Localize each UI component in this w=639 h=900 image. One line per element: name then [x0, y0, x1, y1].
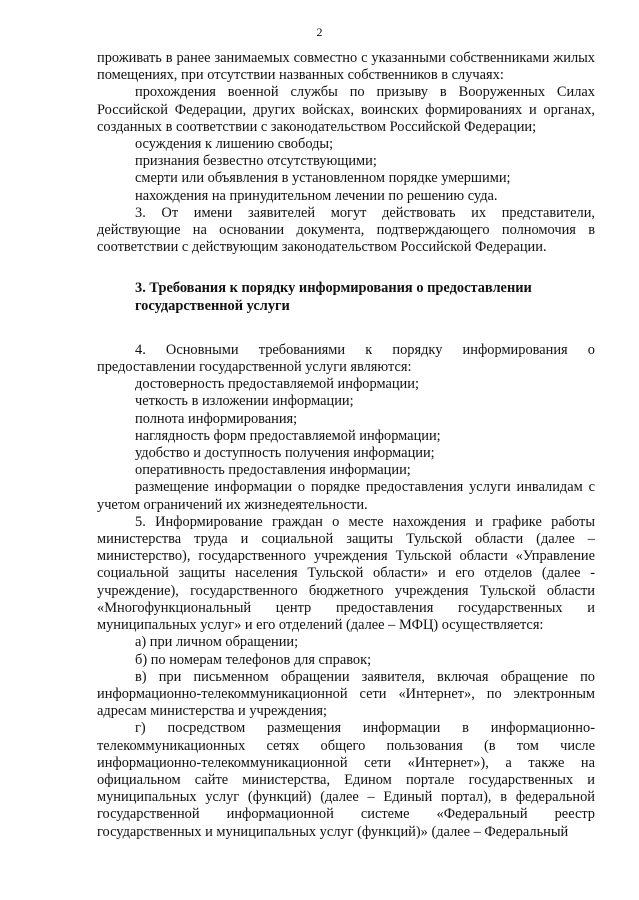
list-item: осуждения к лишению свободы; — [135, 136, 334, 153]
list-item: нахождения на принудительном лечении по решению суда. — [135, 187, 498, 204]
list-item: смерти или объявления в установленном порядке умершими; — [135, 170, 511, 187]
page-number: 2 — [316, 25, 323, 39]
list-item: наглядность форм предоставляемой информации; — [135, 427, 441, 444]
paragraph: в) при письменном обращении заявителя, включая обращение по информационно-телекоммуникационной сети «Интернет», по электронным адресам министерства и учреждения; — [97, 668, 595, 720]
list-item: оперативность предоставления информации; — [135, 462, 411, 479]
list-item: б) по номерам телефонов для справок; — [135, 651, 372, 668]
spacer — [97, 256, 595, 280]
section-heading: 3. Требования к порядку информирования о предоставлении государственной услуги — [135, 280, 532, 314]
list-item: удобство и доступность получения информации; — [135, 445, 435, 462]
list-item: а) при личном обращении; — [135, 634, 299, 651]
list-item: четкость в изложении информации; — [135, 393, 354, 410]
spacer — [97, 315, 595, 342]
paragraph: 4. Основными требованиями к порядку информирования о предоставлении государственной услуги являются: — [97, 341, 595, 376]
paragraph: прохождения военной службы по призыву в Вооруженных Силах Российской Федерации, других войсках, воинских формированиях и органах, созданных в соответствии с законодательством Российской Федерации; — [97, 84, 595, 135]
paragraph: проживать в ранее занимаемых совместно с указанными собственниками жилых помещениях, при отсутствии названных собственников в случаях: — [97, 50, 595, 84]
paragraph: размещение информации о порядке предоставления услуги инвалидам с учетом ограничений их жизнедеятельности. — [97, 479, 595, 513]
paragraph: 3. От имени заявителей могут действовать их представители, действующие на основании документа, подтверждающего полномочия в соответствии с действующим законодательством Российской Федерации. — [97, 204, 595, 256]
paragraph: г) посредством размещения информации в информационно-телекоммуникационных сетях общего пользования (в том числе информационно-телекоммуникационной сети «Интернет»), а также на официальном сайте министерства, Едином портале государственных и муниципальных услуг (функций) (далее – Единый портал), в федеральной государственной информационной системе «Федеральный реестр государственных и муниципальных услуг (функций)» (далее – Федеральный — [97, 720, 595, 840]
list-item: полнота информирования; — [135, 410, 298, 427]
list-item: признания безвестно отсутствующими; — [135, 153, 377, 170]
text-block-after — [97, 342, 595, 841]
document-body — [97, 50, 595, 841]
paragraph: 5. Информирование граждан о месте нахождения и графике работы министерства труда и социальной защиты Тульской области (далее – министерство), государственного учреждения Тульской области «Управление социальной защиты населения Тульской области» и его отделов (далее - учреждение), государственного бюджетного учреждения Тульской области «Многофункциональный центр предоставления государственных и муниципальных услуг» и его отделений (далее – МФЦ) осуществляется: — [97, 513, 595, 634]
text-block-before — [97, 50, 595, 256]
list-item: достоверность предоставляемой информации; — [135, 376, 419, 393]
